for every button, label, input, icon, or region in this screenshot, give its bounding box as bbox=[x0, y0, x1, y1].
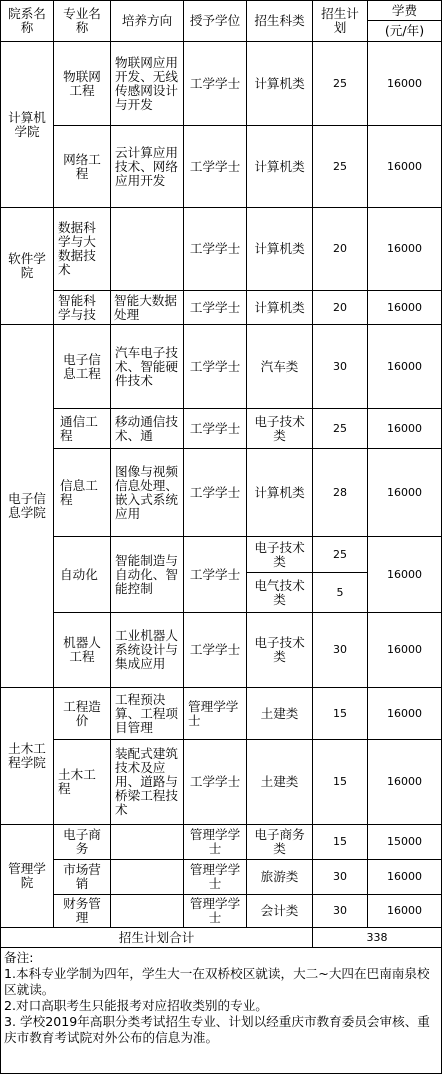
header-category: 招生科类 bbox=[247, 0, 313, 42]
fee-cell: 16000 bbox=[368, 860, 442, 895]
degree-cell: 工学学士 bbox=[184, 449, 247, 537]
department-cell: 计算机学院 bbox=[0, 42, 54, 208]
department-cell: 管理学院 bbox=[0, 825, 54, 928]
degree-cell: 工学学士 bbox=[184, 42, 247, 126]
plan-cell: 25 bbox=[313, 42, 368, 126]
direction-cell bbox=[111, 825, 184, 860]
degree-cell: 工学学士 bbox=[184, 291, 247, 325]
major-cell: 通信工程 bbox=[54, 409, 111, 449]
plan-cell: 15 bbox=[313, 740, 368, 825]
degree-cell: 工学学士 bbox=[184, 409, 247, 449]
degree-cell: 工学学士 bbox=[184, 740, 247, 825]
category-cell: 会计类 bbox=[247, 895, 313, 928]
direction-cell: 工程预决算、工程项目管理 bbox=[111, 688, 184, 740]
category-cell: 计算机类 bbox=[247, 208, 313, 291]
major-cell: 财务管理 bbox=[54, 895, 111, 928]
degree-cell: 管理学学士 bbox=[184, 860, 247, 895]
fee-cell: 16000 bbox=[368, 126, 442, 208]
plan-cell: 25 bbox=[313, 126, 368, 208]
plan-cell: 30 bbox=[313, 860, 368, 895]
category-cell: 电气技术类 bbox=[247, 573, 313, 613]
department-cell: 土木工程学院 bbox=[0, 688, 54, 825]
degree-cell: 工学学士 bbox=[184, 537, 247, 613]
fee-cell: 16000 bbox=[368, 613, 442, 688]
plan-cell: 20 bbox=[313, 208, 368, 291]
header-fee: 学费 bbox=[368, 0, 442, 21]
degree-cell: 工学学士 bbox=[184, 126, 247, 208]
degree-cell: 管理学学士 bbox=[184, 825, 247, 860]
category-cell: 电子技术类 bbox=[247, 537, 313, 573]
category-cell: 计算机类 bbox=[247, 126, 313, 208]
major-cell: 工程造价 bbox=[54, 688, 111, 740]
major-cell: 信息工程 bbox=[54, 449, 111, 537]
fee-cell: 16000 bbox=[368, 409, 442, 449]
major-cell: 电子商务 bbox=[54, 825, 111, 860]
total-label: 招生计划合计 bbox=[0, 928, 313, 948]
category-cell: 旅游类 bbox=[247, 860, 313, 895]
plan-cell: 5 bbox=[313, 573, 368, 613]
department-cell: 电子信息学院 bbox=[0, 325, 54, 688]
direction-cell: 云计算应用技术、网络应用开发 bbox=[111, 126, 184, 208]
degree-cell: 工学学士 bbox=[184, 208, 247, 291]
degree-cell: 管理学学士 bbox=[184, 688, 247, 740]
direction-cell bbox=[111, 860, 184, 895]
major-cell: 网络工程 bbox=[54, 126, 111, 208]
fee-cell: 16000 bbox=[368, 688, 442, 740]
fee-cell: 16000 bbox=[368, 537, 442, 613]
header-department: 院系名称 bbox=[0, 0, 54, 42]
fee-cell: 16000 bbox=[368, 291, 442, 325]
plan-cell: 28 bbox=[313, 449, 368, 537]
direction-cell: 工业机器人系统设计与集成应用 bbox=[111, 613, 184, 688]
plan-cell: 30 bbox=[313, 325, 368, 409]
notes-title: 备注: bbox=[4, 950, 34, 965]
fee-cell: 16000 bbox=[368, 42, 442, 126]
direction-cell: 物联网应用开发、无线传感网设计与开发 bbox=[111, 42, 184, 126]
category-cell: 电子技术类 bbox=[247, 613, 313, 688]
header-major: 专业名称 bbox=[54, 0, 111, 42]
category-cell: 计算机类 bbox=[247, 291, 313, 325]
note-item: 3. 学校2019年高职分类考试招生专业、计划以经重庆市教育委员会审核、重庆市教育考试院对外公布的信息为准。 bbox=[4, 1014, 430, 1045]
category-cell: 计算机类 bbox=[247, 449, 313, 537]
major-cell: 自动化 bbox=[54, 537, 111, 613]
direction-cell: 移动通信技术、通 bbox=[111, 409, 184, 449]
fee-cell: 16000 bbox=[368, 208, 442, 291]
degree-cell: 工学学士 bbox=[184, 325, 247, 409]
plan-cell: 30 bbox=[313, 613, 368, 688]
degree-cell: 工学学士 bbox=[184, 613, 247, 688]
major-cell: 数据科学与大数据技术 bbox=[54, 208, 111, 291]
category-cell: 土建类 bbox=[247, 688, 313, 740]
major-cell: 智能科学与技 bbox=[54, 291, 111, 325]
fee-cell: 16000 bbox=[368, 740, 442, 825]
direction-cell bbox=[111, 895, 184, 928]
total-value: 338 bbox=[313, 928, 442, 948]
notes-section bbox=[0, 948, 442, 1074]
plan-cell: 15 bbox=[313, 688, 368, 740]
plan-cell: 25 bbox=[313, 537, 368, 573]
direction-cell: 汽车电子技术、智能硬件技术 bbox=[111, 325, 184, 409]
major-cell: 市场营销 bbox=[54, 860, 111, 895]
direction-cell: 智能制造与自动化、智能控制 bbox=[111, 537, 184, 613]
major-cell: 电子信息工程 bbox=[54, 325, 111, 409]
fee-cell: 16000 bbox=[368, 449, 442, 537]
note-item: 2.对口高职考生只能报考对应招收类别的专业。 bbox=[4, 998, 268, 1013]
plan-cell: 25 bbox=[313, 409, 368, 449]
plan-cell: 30 bbox=[313, 895, 368, 928]
fee-cell: 16000 bbox=[368, 325, 442, 409]
category-cell: 电子商务类 bbox=[247, 825, 313, 860]
direction-cell bbox=[111, 208, 184, 291]
major-cell: 土木工程 bbox=[54, 740, 111, 825]
category-cell: 电子技术类 bbox=[247, 409, 313, 449]
header-direction: 培养方向 bbox=[111, 0, 184, 42]
header-fee-unit: (元/年) bbox=[368, 21, 442, 42]
direction-cell: 图像与视频信息处理、嵌入式系统应用 bbox=[111, 449, 184, 537]
degree-cell: 管理学学士 bbox=[184, 895, 247, 928]
note-item: 1.本科专业学制为四年，学生大一在双桥校区就读，大二~大四在巴南南泉校区就读。 bbox=[4, 966, 430, 997]
fee-cell: 15000 bbox=[368, 825, 442, 860]
header-plan: 招生计划 bbox=[313, 0, 368, 42]
category-cell: 土建类 bbox=[247, 740, 313, 825]
major-cell: 物联网工程 bbox=[54, 42, 111, 126]
major-cell: 机器人工程 bbox=[54, 613, 111, 688]
plan-cell: 15 bbox=[313, 825, 368, 860]
department-cell: 软件学院 bbox=[0, 208, 54, 325]
plan-cell: 20 bbox=[313, 291, 368, 325]
fee-cell: 16000 bbox=[368, 895, 442, 928]
header-degree: 授予学位 bbox=[184, 0, 247, 42]
category-cell: 计算机类 bbox=[247, 42, 313, 126]
category-cell: 汽车类 bbox=[247, 325, 313, 409]
direction-cell: 装配式建筑技术及应用、道路与桥梁工程技术 bbox=[111, 740, 184, 825]
direction-cell: 智能大数据处理 bbox=[111, 291, 184, 325]
